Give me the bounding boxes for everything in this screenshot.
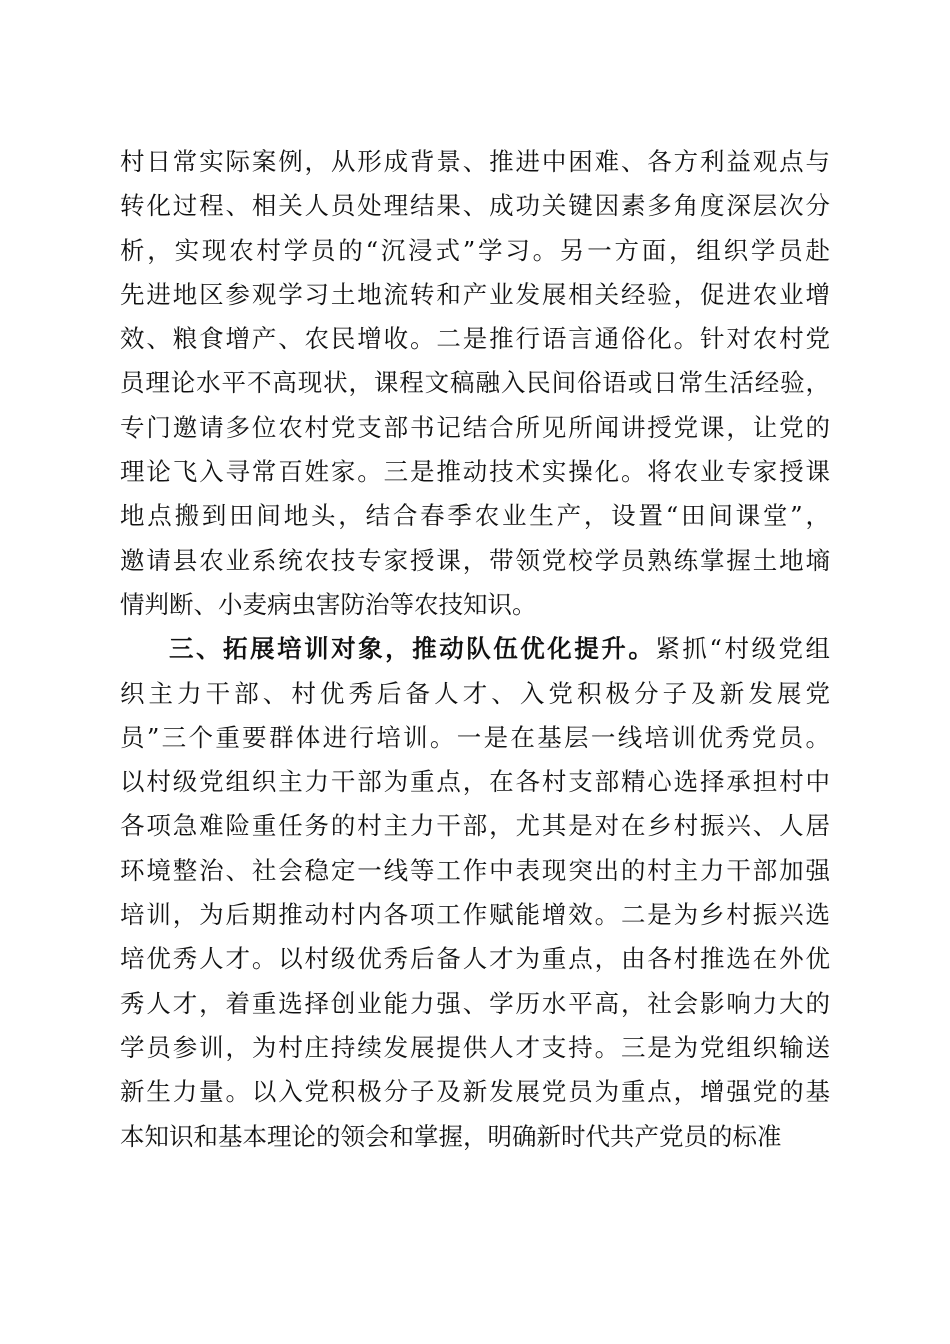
text-line: 效、粮食增产、农民增收。二是推行语言通俗化。针对农村党	[120, 324, 830, 354]
section-3-first-line-text: 紧抓“村级党组	[655, 634, 831, 664]
text-line: 员理论水平不高现状，课程文稿融入民间俗语或日常生活经验，	[120, 368, 830, 398]
text-line: 各项急难险重任务的村主力干部，尤其是对在乡村振兴、人居	[120, 811, 830, 841]
text-line: 织主力干部、村优秀后备人才、入党积极分子及新发展党	[120, 678, 830, 708]
text-line: 先进地区参观学习土地流转和产业发展相关经验，促进农业增	[120, 279, 830, 309]
text-line: 析，实现农村学员的“沉浸式”学习。另一方面，组织学员赴	[120, 235, 830, 265]
text-line: 村日常实际案例，从形成背景、推进中困难、各方利益观点与	[120, 147, 830, 176]
text-line: 培训，为后期推动村内各项工作赋能增效。二是为乡村振兴选	[120, 900, 830, 930]
section-3-first-line	[120, 627, 830, 671]
text-line: 学员参训，为村庄持续发展提供人才支持。三是为党组织输送	[120, 1032, 830, 1062]
text-line: 转化过程、相关人员处理结果、成功关键因素多角度深层次分	[120, 191, 830, 221]
text-line: 情判断、小麦病虫害防治等农技知识。	[120, 589, 537, 619]
text-line: 邀请县农业系统农技专家授课，带领党校学员熟练掌握土地墒	[120, 545, 830, 575]
section-3-heading: 三、拓展培训对象，推动队伍优化提升。	[169, 634, 656, 664]
text-line: 秀人才，着重选择创业能力强、学历水平高，社会影响力大的	[120, 988, 830, 1018]
text-line: 理论飞入寻常百姓家。三是推动技术实操化。将农业专家授课	[120, 457, 830, 487]
text-line: 专门邀请多位农村党支部书记结合所见所闻讲授党课，让党的	[120, 412, 830, 442]
text-line: 培优秀人才。以村级优秀后备人才为重点，由各村推选在外优	[120, 944, 830, 974]
text-line: 地点搬到田间地头，结合春季农业生产，设置“田间课堂”，	[120, 501, 830, 531]
body-text	[120, 140, 830, 1159]
text-line: 本知识和基本理论的领会和掌握，明确新时代共产党员的标准	[120, 1121, 782, 1151]
text-line: 环境整治、社会稳定一线等工作中表现突出的村主力干部加强	[120, 855, 830, 885]
text-line: 新生力量。以入党积极分子及新发展党员为重点，增强党的基	[120, 1077, 830, 1107]
text-line: 员”三个重要群体进行培训。一是在基层一线培训优秀党员。	[120, 722, 830, 752]
text-line: 以村级党组织主力干部为重点，在各村支部精心选择承担村中	[120, 767, 830, 797]
